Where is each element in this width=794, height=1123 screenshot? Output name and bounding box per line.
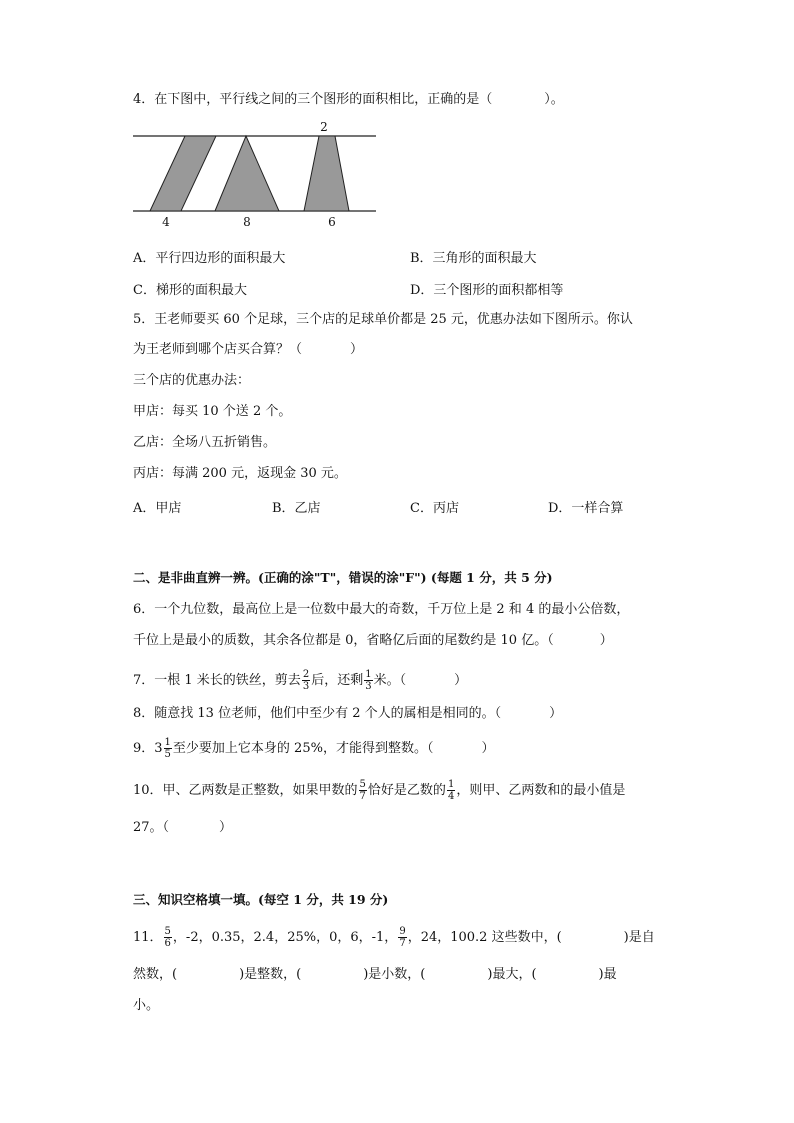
q10-fraction-1: $\frac{5}{7}$: [359, 779, 366, 802]
triangle-shape: [215, 136, 279, 211]
section-2-heading: 二、是非曲直辨一辨。(正确的涂"T"，错误的涂"F") (每题 1 分，共 5 分): [133, 570, 553, 585]
fig-label-b1: 4: [162, 215, 170, 229]
q5-promo-title: 三个店的优惠办法：: [133, 373, 251, 388]
q11-fraction-1: $\frac{5}{6}$: [164, 926, 171, 949]
q4-option-b[interactable]: B．三角形的面积最大: [410, 251, 537, 266]
q7-fraction-2: $\frac{1}{3}$: [365, 669, 372, 692]
q9-fraction: $\frac{1}{5}$: [164, 737, 171, 760]
fig-label-b3: 6: [328, 215, 336, 229]
q4-option-a[interactable]: A．平行四边形的面积最大: [133, 251, 286, 266]
parallelogram-shape: [150, 136, 216, 211]
q11-line2: 然数，( )是整数，( )是小数，( )最大，( )最: [133, 967, 617, 982]
q11-line1: 11． $\frac{5}{6}$ ，-2，0.35，2.4，25%，0，6，-1， $\frac{9}{7}$ ，24，100.2 这些数中，( )是自: [133, 926, 655, 949]
q5-option-b[interactable]: B．乙店: [272, 501, 321, 516]
trapezoid-shape: [304, 136, 349, 211]
q4-figure: [130, 118, 380, 230]
q9-line: 9．3 $\frac{1}{5}$ 至少要加上它本身的 25%，才能得到整数。（ ）: [133, 737, 495, 760]
q10-fraction-2: $\frac{1}{4}$: [447, 779, 455, 802]
q4-option-c[interactable]: C．梯形的面积最大: [133, 283, 247, 298]
q5-line2: 为王老师到哪个店买合算？（ ）: [133, 342, 364, 357]
q8-line: 8．随意找 13 位老师，他们中至少有 2 个人的属相是相同的。（ ）: [133, 706, 563, 721]
q6-line1: 6．一个九位数，最高位上是一位数中最大的奇数，千万位上是 2 和 4 的最小公倍数，: [133, 602, 630, 617]
section-3-heading: 三、知识空格填一填。(每空 1 分，共 19 分): [133, 892, 389, 907]
q5-shop-yi: 乙店：全场八五折销售。: [133, 435, 277, 450]
q5-line1: 5．王老师要买 60 个足球，三个店的足球单价都是 25 元，优惠办法如下图所示。你认: [133, 312, 633, 327]
q6-line2: 千位上是最小的质数，其余各位都是 0，省略亿后面的尾数约是 10 亿。（ ）: [133, 633, 613, 648]
q5-option-c[interactable]: C．丙店: [410, 501, 459, 516]
q4-stem: 4．在下图中，平行线之间的三个图形的面积相比，正确的是（ ）。: [133, 92, 564, 107]
q5-shop-bing: 丙店：每满 200 元，返现金 30 元。: [133, 466, 347, 481]
fig-label-b2: 8: [243, 215, 251, 229]
q11-fraction-2: $\frac{9}{7}$: [399, 926, 406, 949]
q11-line3: 小。: [133, 998, 160, 1013]
q4-option-d[interactable]: D．三个图形的面积都相等: [410, 283, 564, 298]
q5-option-a[interactable]: A．甲店: [133, 501, 182, 516]
q10-line2: 27。（ ）: [133, 820, 233, 835]
q7-line: 7．一根 1 米长的铁丝，剪去 $\frac{2}{3}$ 后，还剩 $\frac{1}{3}$ 米。（ ）: [133, 669, 468, 692]
q5-option-d[interactable]: D．一样合算: [548, 501, 624, 516]
q10-line1: 10．甲、乙两数是正整数，如果甲数的 $\frac{5}{7}$ 恰好是乙数的 $\frac{1}{4}$ ，则甲、乙两数和的最小值是: [133, 779, 626, 802]
fig-label-top: 2: [320, 120, 328, 134]
q7-fraction-1: $\frac{2}{3}$: [302, 669, 310, 692]
q5-shop-jia: 甲店：每买 10 个送 2 个。: [133, 404, 292, 419]
